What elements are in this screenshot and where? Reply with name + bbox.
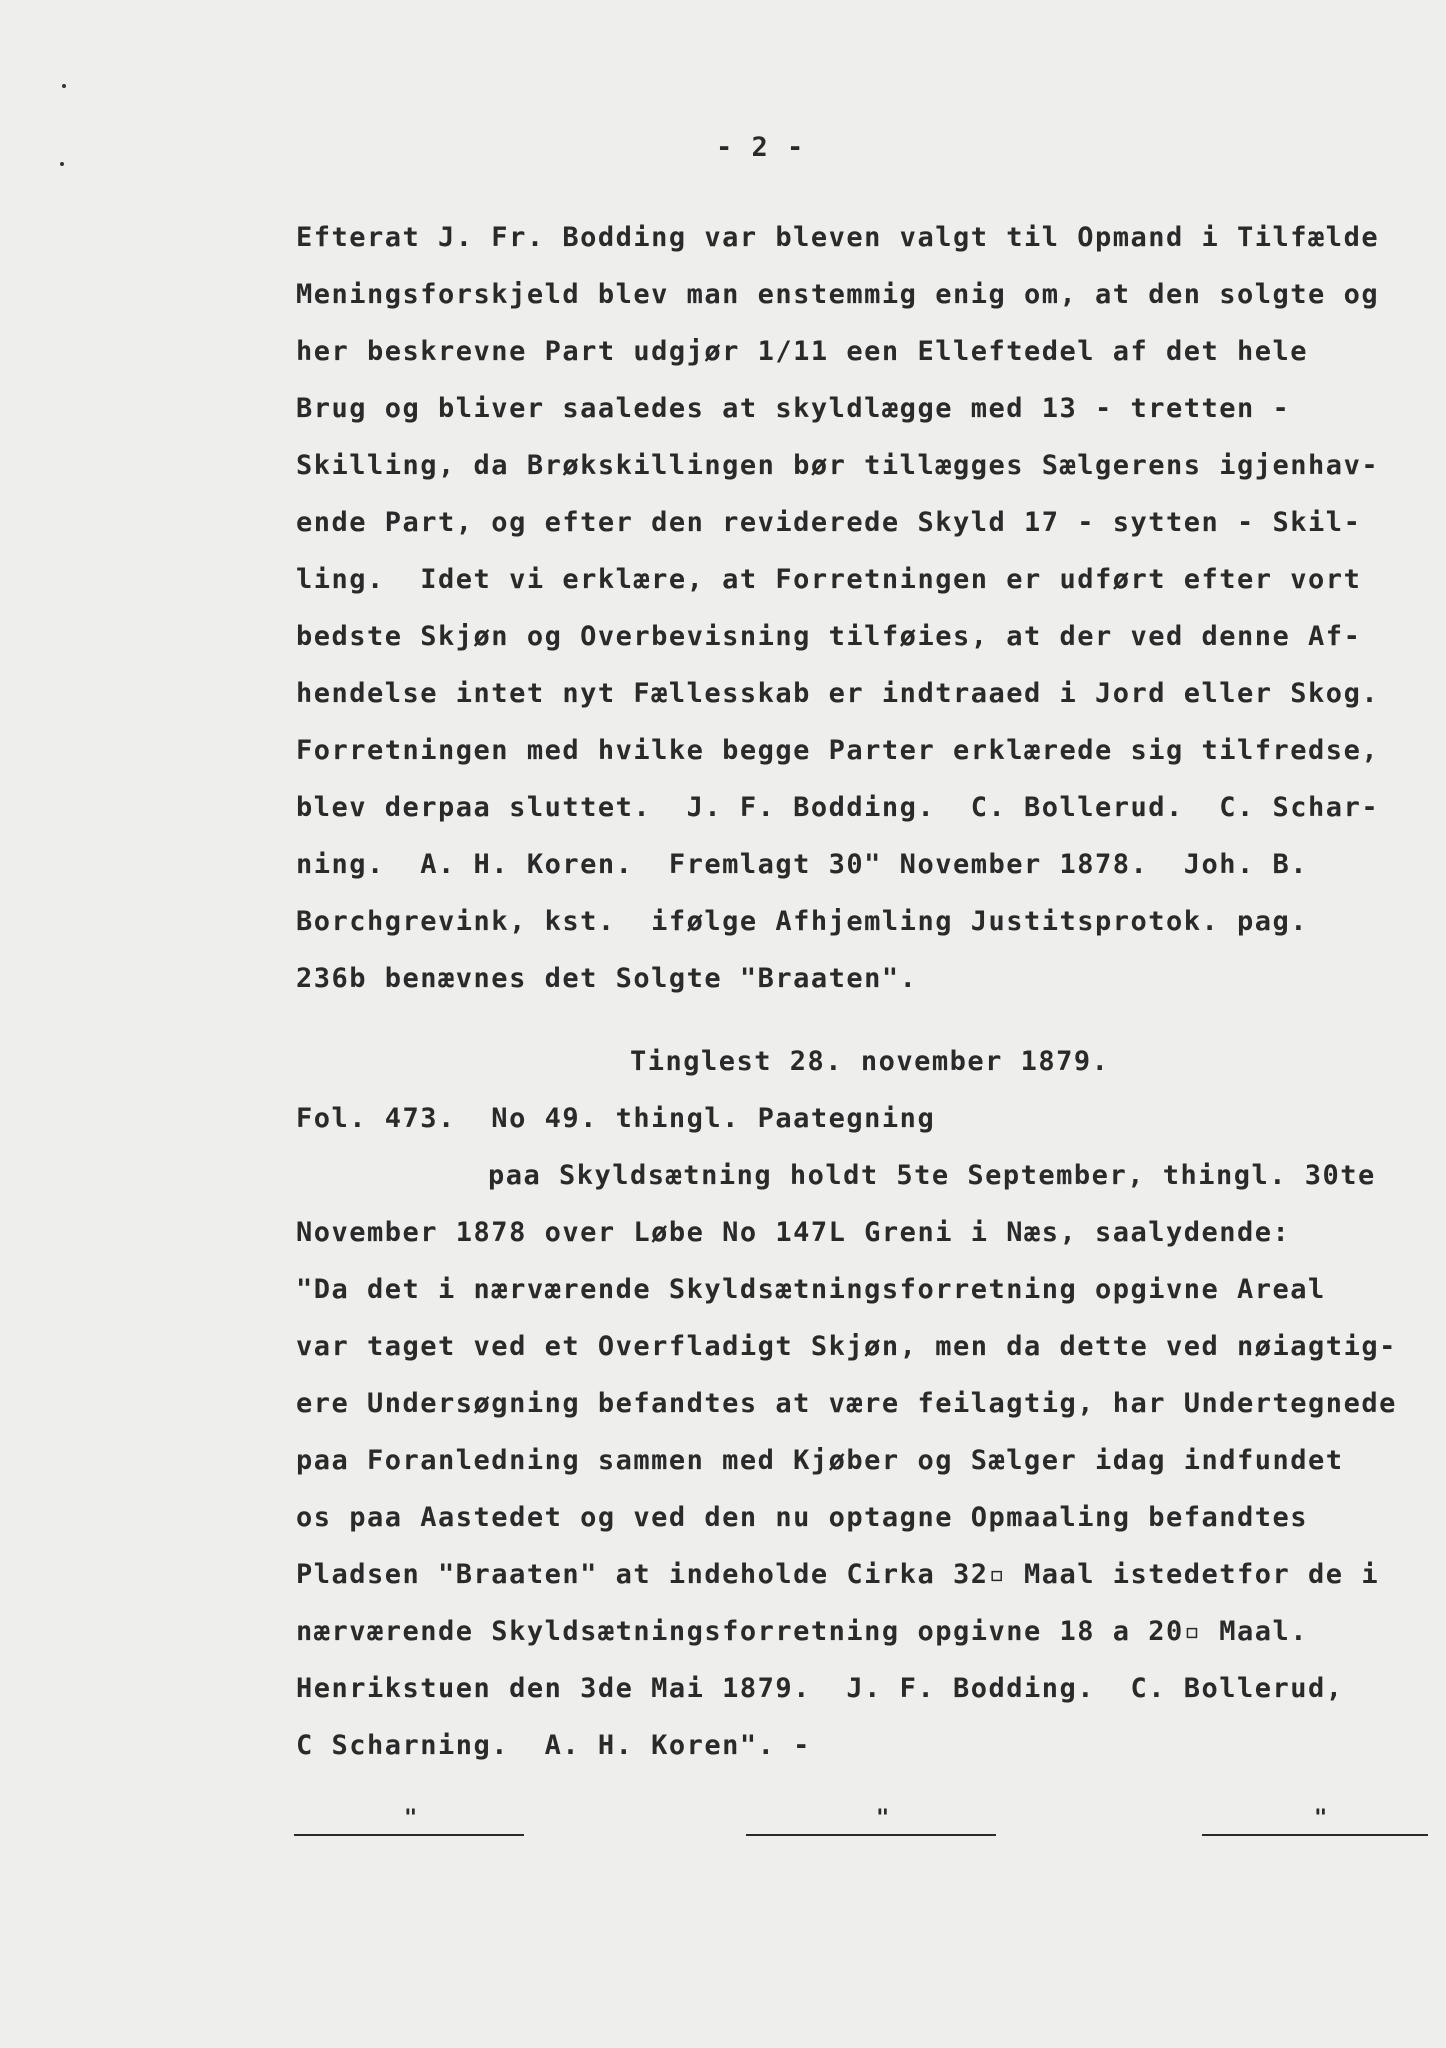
paategning-line: paa Foranledning sammen med Kjøber og Sælger idag indfundet — [296, 1445, 1344, 1476]
body-line: blev derpaa sluttet. J. F. Bodding. C. Bollerud. C. Schar- — [296, 792, 1380, 823]
ditto-rule — [746, 1806, 996, 1836]
margin-speck — [60, 162, 64, 166]
paategning-line: Pladsen "Braaten" at indeholde Cirka 32▫ Maal istedetfor de i — [296, 1559, 1380, 1590]
body-line: ende Part, og efter den reviderede Skyld 17 - sytten - Skil- — [296, 507, 1362, 538]
paategning-line: "Da det i nærværende Skyldsætningsforretning opgivne Areal — [296, 1274, 1326, 1305]
tinglest-heading: Tinglest 28. november 1879. — [630, 1046, 1110, 1077]
paategning-line: var taget ved et Overfladigt Skjøn, men da dette ved nøiagtig- — [296, 1331, 1397, 1362]
paategning-line: os paa Aastedet og ved den nu optagne Opmaaling befandtes — [296, 1502, 1309, 1533]
body-line: ling. Idet vi erklære, at Forretningen er udført efter vort — [296, 564, 1362, 595]
margin-speck — [62, 84, 66, 88]
fol-line: Fol. 473. No 49. thingl. Paategning — [296, 1103, 936, 1134]
body-line: Skilling, da Brøkskillingen bør tillægges Sælgerens igjenhav- — [296, 450, 1380, 481]
body-line: Meningsforskjeld blev man enstemmig enig om, at den solgte og — [296, 279, 1380, 310]
page-number: - 2 - — [716, 132, 805, 163]
body-line: ning. A. H. Koren. Fremlagt 30" November 1878. Joh. B. — [296, 849, 1309, 880]
ditto-mark: " — [876, 1806, 890, 1831]
paategning-line: C Scharning. A. H. Koren". - — [296, 1730, 811, 1761]
ditto-mark: " — [1314, 1806, 1328, 1831]
body-line: hendelse intet nyt Fællesskab er indtraaed i Jord eller Skog. — [296, 678, 1380, 709]
body-line: Forretningen med hvilke begge Parter erklærede sig tilfredse, — [296, 735, 1380, 766]
rule-line — [746, 1834, 996, 1836]
paategning-line: Henrikstuen den 3de Mai 1879. J. F. Bodding. C. Bollerud, — [296, 1673, 1344, 1704]
body-line: her beskrevne Part udgjør 1/11 een Elleftedel af det hele — [296, 336, 1309, 367]
rule-line — [294, 1834, 524, 1836]
ditto-mark: " — [404, 1806, 418, 1831]
paategning-line: November 1878 over Løbe No 147L Greni i Næs, saalydende: — [296, 1217, 1291, 1248]
paategning-line: ere Undersøgning befandtes at være feilagtig, har Undertegnede — [296, 1388, 1397, 1419]
rule-line — [1202, 1834, 1428, 1836]
body-line: Brug og bliver saaledes at skyldlægge med 13 - tretten - — [296, 393, 1291, 424]
body-line: 236b benævnes det Solgte "Braaten". — [296, 963, 918, 994]
paategning-line: nærværende Skyldsætningsforretning opgivne 18 a 20▫ Maal. — [296, 1616, 1309, 1647]
body-line: bedste Skjøn og Overbevisning tilføies, at der ved denne Af- — [296, 621, 1362, 652]
ditto-rule — [294, 1806, 524, 1836]
body-line: Borchgrevink, kst. ifølge Afhjemling Justitsprotok. pag. — [296, 906, 1309, 937]
ditto-rule — [1202, 1806, 1428, 1836]
body-line: Efterat J. Fr. Bodding var bleven valgt til Opmand i Tilfælde — [296, 222, 1380, 253]
paategning-line: paa Skyldsætning holdt 5te September, thingl. 30te — [488, 1160, 1376, 1191]
